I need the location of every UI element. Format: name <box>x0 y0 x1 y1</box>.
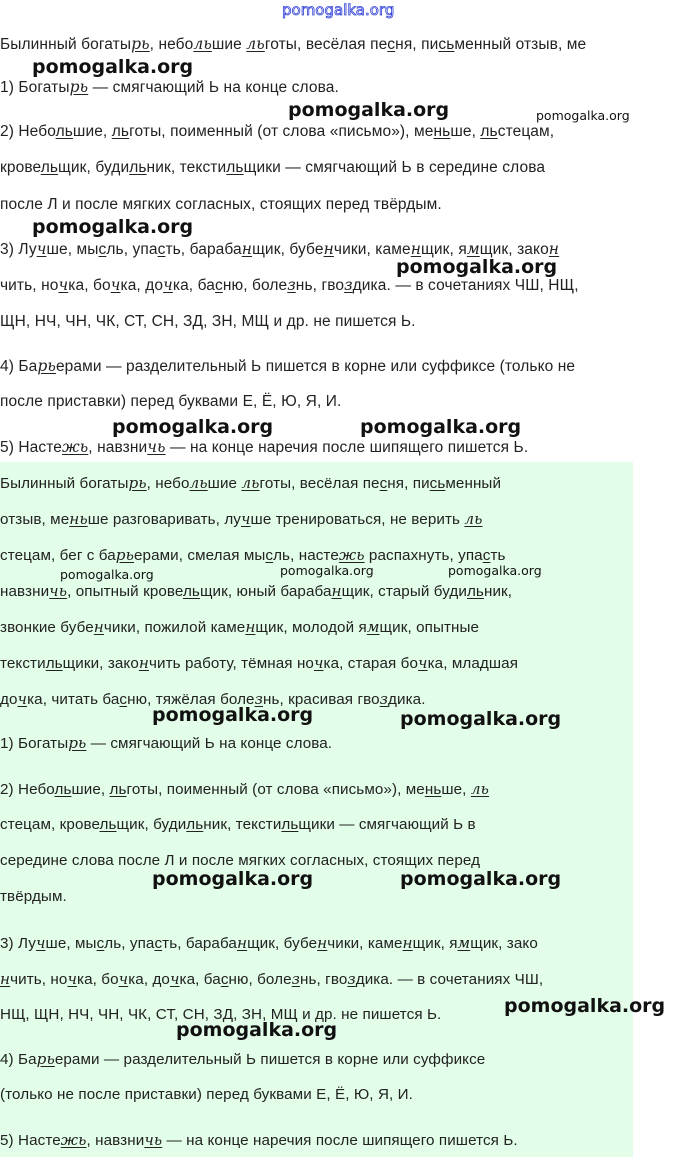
highlighted-letters: ч <box>313 654 324 672</box>
text-segment: ерами, смелая мы <box>134 547 266 564</box>
text-segment: ка, до <box>128 971 170 988</box>
text-segment: ка, ба <box>172 277 215 294</box>
highlighted-letters: ль <box>480 123 498 140</box>
text-line <box>0 779 489 800</box>
highlighted-letters: с <box>119 691 128 708</box>
highlighted-letters: ль <box>470 780 489 798</box>
highlighted-letters: с <box>154 935 163 952</box>
highlighted-letters: м <box>466 240 480 258</box>
text-segment: ка, младшая <box>427 655 519 672</box>
text-segment: ть, бараба <box>165 241 242 258</box>
text-segment: — смягчающий Ь на конце слова. <box>86 735 333 752</box>
text-segment: ка, бо <box>68 277 111 294</box>
text-segment: 1) Богаты <box>0 79 70 96</box>
text-line <box>0 473 501 494</box>
text-segment: шие <box>207 475 242 492</box>
highlighted-letters: н <box>138 654 149 672</box>
text-line <box>0 815 476 835</box>
highlighted-letters: с <box>387 36 396 53</box>
highlighted-letters: н <box>402 934 413 952</box>
highlighted-letters: сь <box>438 36 455 53</box>
text-segment: готы, поименный (от слова «письмо»), ме <box>129 123 434 140</box>
watermark: pomogalka.org <box>32 56 194 78</box>
text-segment: ше, мы <box>46 241 99 258</box>
watermark: pomogalka.org <box>152 704 314 726</box>
highlighted-letters: с <box>482 547 491 564</box>
highlighted-letters: сь <box>429 475 446 492</box>
highlighted-letters: ль <box>464 510 483 528</box>
text-segment: , небо <box>149 36 194 53</box>
highlighted-letters: ль <box>466 583 484 600</box>
text-segment: ерами — разделительный Ь пишется в корне или суффиксе (только не <box>55 358 576 375</box>
text-segment: дика. — в сочетаниях ЧШ, <box>355 971 544 988</box>
text-segment: , опытный крове <box>67 583 183 600</box>
text-line <box>0 158 545 178</box>
highlighted-letters: ль <box>55 123 73 140</box>
highlighted-letters: ч <box>67 970 78 988</box>
text-segment: ль, упа <box>106 241 158 258</box>
text-line <box>0 653 518 674</box>
highlighted-letters: жь <box>338 546 365 564</box>
text-segment: ня, пи <box>395 36 439 53</box>
text-segment: , небо <box>146 475 190 492</box>
highlighted-letters: чь <box>147 438 166 456</box>
highlighted-letters: ль <box>45 655 63 672</box>
watermark: pomogalka.org <box>400 868 562 890</box>
text-line <box>0 195 442 215</box>
text-segment: 4) Ба <box>0 358 38 375</box>
text-segment: звонкие бубе <box>0 619 94 636</box>
text-segment: нь, гво <box>295 277 345 294</box>
text-segment: ню, тяжёлая боле <box>127 691 255 708</box>
text-segment: нь, гво <box>300 971 348 988</box>
text-segment: ть, бараба <box>162 935 237 952</box>
text-segment: твёрдым. <box>0 888 67 905</box>
text-segment: навзни <box>0 583 50 600</box>
text-line <box>0 933 538 954</box>
watermark: pomogalka.org <box>280 563 374 578</box>
watermark: pomogalka.org <box>360 416 522 438</box>
text-segment: щики — смягчающий Ь в середине слова <box>243 159 546 176</box>
text-segment: крове <box>0 159 41 176</box>
highlighted-letters: ч <box>35 934 46 952</box>
highlighted-letters: н <box>331 582 342 600</box>
text-line <box>0 545 506 566</box>
highlighted-letters: с <box>96 935 105 952</box>
text-segment: стецам, бег с ба <box>0 547 116 564</box>
text-segment: чить работу, тёмная но <box>149 655 314 672</box>
highlighted-letters: з <box>287 276 296 294</box>
text-segment: щик, опытные <box>379 619 480 636</box>
text-segment: , навзни <box>88 439 148 456</box>
text-segment: после приставки) перед буквами Е, Ё, Ю, Я, И. <box>0 393 342 410</box>
highlighted-letters: ль <box>54 781 72 798</box>
text-segment: , навзни <box>86 1132 145 1149</box>
watermark: pomogalka.org <box>152 868 314 890</box>
text-segment: 2) Небо <box>0 781 55 798</box>
highlighted-letters: ль <box>182 583 200 600</box>
highlighted-letters: н <box>548 240 560 258</box>
highlighted-letters: ль <box>99 816 117 833</box>
highlighted-letters: н <box>410 240 422 258</box>
text-line <box>0 312 416 332</box>
text-segment: дика. <box>388 691 426 708</box>
text-line <box>0 122 554 142</box>
text-segment: щик, я <box>412 935 458 952</box>
text-segment: 5) Насте <box>0 1132 61 1149</box>
text-line <box>0 581 512 602</box>
text-segment: ше разговаривать, лу <box>87 511 241 528</box>
highlighted-letters: ч <box>418 654 428 672</box>
text-segment: 1) Богаты <box>0 735 69 752</box>
text-segment: щики, зако <box>62 655 139 672</box>
text-segment: 3) Лу <box>0 935 36 952</box>
text-segment: чики, пожилой каме <box>103 619 246 636</box>
text-segment: — смягчающий Ь на конце слова. <box>88 79 339 96</box>
text-segment: щик, я <box>421 241 467 258</box>
watermark: pomogalka.org <box>396 256 558 278</box>
highlighted-letters: н <box>93 618 104 636</box>
text-segment: стецам, <box>497 123 555 140</box>
highlighted-letters: н <box>323 240 334 258</box>
highlighted-letters: з <box>254 690 263 708</box>
text-segment: чить, но <box>10 971 68 988</box>
text-segment: чить, но <box>0 277 59 294</box>
text-segment: ЩН, НЧ, ЧН, ЧК, СТ, СН, ЗД, ЗН, МЩ и др. не пишется Ь. <box>0 313 416 330</box>
text-segment: щик, юный бараба <box>199 583 332 600</box>
text-segment: чики, каме <box>333 241 411 258</box>
text-segment: ль, упа <box>104 935 155 952</box>
text-segment: ль, насте <box>273 547 339 564</box>
text-segment: ка, читать ба <box>27 691 120 708</box>
highlighted-letters: м <box>366 618 380 636</box>
text-segment: (только не после приставки) перед буквами Е, Ё, Ю, Я, И. <box>0 1086 413 1103</box>
highlighted-letters: ч <box>17 690 28 708</box>
watermark: pomogalka.org <box>448 563 542 578</box>
watermark: pomogalka.org <box>176 1019 338 1041</box>
highlighted-letters: з <box>347 970 356 988</box>
text-segment: середине слова после Л и после мягких согласных, стоящих перед <box>0 852 481 869</box>
text-segment: ник, тексти <box>203 816 282 833</box>
text-segment: Былинный богаты <box>0 475 129 492</box>
highlighted-letters: ч <box>240 510 251 528</box>
watermark: pomogalka.org <box>288 99 450 121</box>
text-segment: щик, старый буди <box>341 583 467 600</box>
highlighted-letters: нь <box>69 510 88 528</box>
highlighted-letters: рь <box>128 474 147 492</box>
watermark: pomogalka.org <box>536 108 630 123</box>
highlighted-letters: чь <box>49 582 68 600</box>
highlighted-letters: рь <box>115 546 134 564</box>
text-segment: — на конце наречия после шипящего пишется Ь. <box>165 439 529 456</box>
text-segment: отзыв, ме <box>0 511 70 528</box>
highlighted-letters: м <box>457 934 471 952</box>
highlighted-letters: н <box>0 970 11 988</box>
text-segment: после Л и после мягких согласных, стоящих перед твёрдым. <box>0 196 442 213</box>
text-segment: ерами — разделительный Ь пишется в корне или суффиксе <box>54 1051 486 1068</box>
highlighted-letters: с <box>214 277 223 294</box>
highlighted-letters: ч <box>169 970 180 988</box>
highlighted-letters: жь <box>62 438 89 456</box>
highlighted-letters: ль <box>111 123 130 140</box>
text-segment: менный <box>445 475 502 492</box>
highlighted-letters: ч <box>36 240 47 258</box>
highlighted-letters: с <box>220 971 229 988</box>
text-segment: ка, старая бо <box>323 655 419 672</box>
text-segment: ше, <box>450 123 481 140</box>
highlighted-letters: с <box>379 475 388 492</box>
text-line <box>0 887 67 907</box>
text-segment: ню, боле <box>222 277 288 294</box>
text-segment: щик, молодой я <box>255 619 367 636</box>
text-segment: ше, мы <box>45 935 97 952</box>
text-segment: щик, бубе <box>252 241 324 258</box>
highlighted-letters: ль <box>189 474 208 492</box>
text-segment: ню, боле <box>228 971 292 988</box>
highlighted-letters: ль <box>281 816 299 833</box>
highlighted-letters: с <box>98 241 107 258</box>
highlighted-letters: рь <box>37 357 56 375</box>
highlighted-letters: с <box>265 547 274 564</box>
highlighted-letters: ч <box>118 970 129 988</box>
text-line <box>0 275 579 296</box>
highlighted-letters: рь <box>131 35 150 53</box>
highlighted-letters: з <box>291 970 301 988</box>
text-segment: 4) Ба <box>0 1051 37 1068</box>
highlighted-letters: жь <box>60 1131 87 1149</box>
highlighted-letters: н <box>241 240 253 258</box>
text-segment: щик, буди <box>116 816 187 833</box>
highlighted-letters: рь <box>68 734 87 752</box>
highlighted-letters: ч <box>163 276 173 294</box>
highlighted-letters: ль <box>193 35 212 53</box>
highlighted-letters: рь <box>69 78 89 96</box>
text-line <box>0 437 528 458</box>
text-segment: тексти <box>0 655 46 672</box>
highlighted-letters: н <box>236 934 248 952</box>
watermark: pomogalka.org <box>400 708 562 730</box>
text-segment: Былинный богаты <box>0 36 132 53</box>
highlighted-letters: з <box>379 690 389 708</box>
text-line <box>0 77 339 98</box>
watermark: pomogalka.org <box>504 995 666 1017</box>
watermark: pomogalka.org <box>60 567 154 582</box>
text-segment: ник, тексти <box>146 159 227 176</box>
text-segment: дика. — в сочетаниях ЧШ, НЩ, <box>352 277 579 294</box>
highlighted-letters: ч <box>58 276 69 294</box>
highlighted-letters: рь <box>36 1050 55 1068</box>
text-segment: чики, каме <box>327 935 403 952</box>
highlighted-letters: с <box>157 241 166 258</box>
text-segment: готы, весёлая пе <box>264 36 388 53</box>
text-segment: ня, пи <box>387 475 430 492</box>
highlighted-letters: нь <box>433 123 451 140</box>
text-line <box>0 969 543 990</box>
site-logo[interactable]: pomogalka.org <box>282 1 395 19</box>
text-line <box>0 1049 485 1070</box>
text-segment: щик, зако <box>470 935 538 952</box>
text-segment: стецам, крове <box>0 816 100 833</box>
text-segment: ник, <box>483 583 513 600</box>
highlighted-letters: ль <box>241 474 260 492</box>
text-line <box>0 733 332 754</box>
text-line <box>0 34 586 55</box>
text-segment: щики — смягчающий Ь в <box>298 816 476 833</box>
text-segment: 3) Лу <box>0 241 37 258</box>
text-segment: до <box>0 691 18 708</box>
highlighted-letters: ль <box>186 816 204 833</box>
highlighted-letters: ч <box>110 276 121 294</box>
text-segment: шие, <box>71 781 110 798</box>
text-segment: щик, зако <box>479 241 549 258</box>
text-line <box>0 356 575 377</box>
watermark: pomogalka.org <box>32 216 194 238</box>
text-segment: менный отзыв, ме <box>454 36 587 53</box>
text-line <box>0 1130 518 1151</box>
highlighted-letters: ль <box>109 781 127 798</box>
text-segment: — на конце наречия после шипящего пишется Ь. <box>162 1132 518 1149</box>
text-segment: ка, ба <box>179 971 221 988</box>
highlighted-letters: н <box>245 618 256 636</box>
text-line <box>0 392 341 412</box>
text-line <box>0 1085 413 1105</box>
highlighted-letters: ль <box>226 159 244 176</box>
highlighted-letters: ль <box>129 159 147 176</box>
highlighted-letters: чь <box>144 1131 163 1149</box>
highlighted-letters: ль <box>246 35 265 53</box>
text-segment: 5) Насте <box>0 439 62 456</box>
highlighted-letters: нь <box>424 781 442 798</box>
highlighted-letters: ль <box>40 159 59 176</box>
text-segment: ть <box>490 547 506 564</box>
text-segment: ше тренироваться, не верить <box>250 511 465 528</box>
text-segment: шие <box>211 36 247 53</box>
text-segment: распахнуть, упа <box>364 547 483 564</box>
text-segment: щик, бубе <box>247 935 318 952</box>
text-segment: шие, <box>72 123 112 140</box>
text-segment: ше, <box>441 781 471 798</box>
watermark: pomogalka.org <box>112 416 274 438</box>
text-segment: готы, поименный (от слова «письмо»), ме <box>126 781 425 798</box>
text-segment: ка, до <box>120 277 164 294</box>
highlighted-letters: н <box>317 934 328 952</box>
text-segment: НЩ, ЩН, НЧ, ЧН, ЧК, СТ, СН, ЗД, ЗН, МЩ и др. не пишется Ь. <box>0 1006 442 1023</box>
highlighted-letters: з <box>344 276 353 294</box>
text-line <box>0 509 483 530</box>
text-segment: нь, красивая гво <box>263 691 380 708</box>
text-segment: ка, бо <box>77 971 119 988</box>
text-segment: щик, буди <box>58 159 130 176</box>
text-segment: 2) Небо <box>0 123 56 140</box>
text-segment: готы, весёлая пе <box>259 475 380 492</box>
text-line <box>0 617 479 638</box>
